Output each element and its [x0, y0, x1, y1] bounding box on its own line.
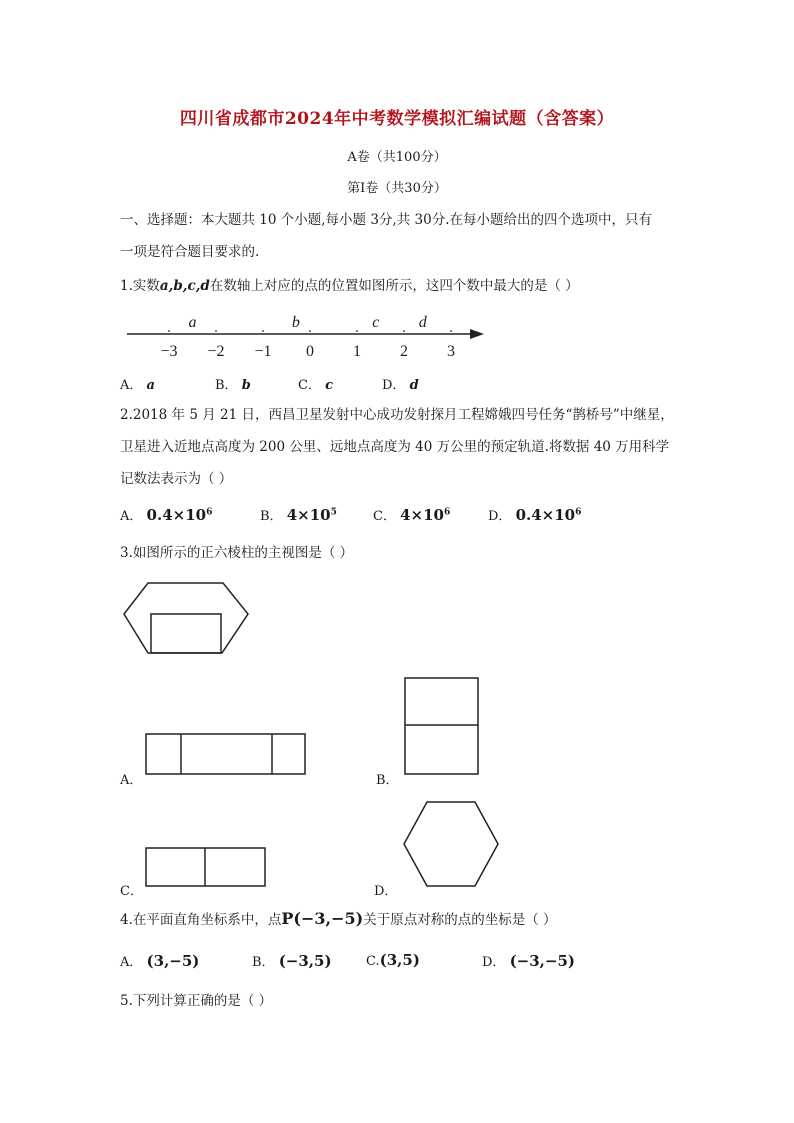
section-instructions-line1: 一、选择题：本大题共 10 个小题,每小题 3分,共 30分.在每小题给出的四个选项中，只有 — [120, 212, 652, 228]
q4-option-b[interactable]: B． (−3,5) — [252, 952, 332, 970]
question-3: 3.如图所示的正六棱柱的主视图是（ ） — [120, 545, 354, 561]
section-instructions-line2: 一项是符合题目要求的. — [120, 244, 260, 260]
part-1-heading: 第Ⅰ卷（共30分） — [347, 181, 447, 196]
q4-prefix: 4.在平面直角坐标系中，点 — [120, 912, 282, 928]
number-line-point-label: a — [188, 314, 197, 331]
number-line-tick-label: 0 — [306, 343, 314, 360]
q3-option-a-label[interactable]: A． — [120, 773, 143, 788]
document-title: 四川省成都市2024年中考数学模拟汇编试题（含答案） — [179, 109, 615, 129]
number-line-point-label: b — [291, 314, 300, 331]
question-2-line1: 2.2018 年 5 月 21 日，西昌卫星发射中心成功发射探月工程嫦娥四号任务“鹊桥号”中继星， — [120, 407, 674, 423]
number-line-tick-label: −2 — [207, 343, 225, 360]
q4-suffix: 关于原点对称的点的坐标是（ ） — [363, 912, 557, 928]
question-2-line3: 记数法表示为（ ） — [120, 471, 233, 487]
number-line-point-label: d — [418, 314, 427, 331]
q3-option-d-label[interactable]: D． — [374, 884, 398, 899]
q2-option-b[interactable]: B． $4\times 10^5$ — [260, 506, 337, 524]
number-line-tick-label: 1 — [353, 343, 361, 360]
q1-option-c[interactable]: C． c — [298, 378, 334, 393]
q4-point: P(−3,−5) — [281, 909, 364, 928]
q4-option-a[interactable]: A． (3,−5) — [120, 952, 200, 970]
q1-vars: a,b,c,d — [159, 278, 210, 294]
q4-option-c[interactable]: C.(3,5) — [366, 951, 420, 969]
q1-option-b[interactable]: B． b — [215, 378, 251, 393]
q4-option-d[interactable]: D． (−3,−5) — [482, 952, 576, 970]
number-line-tick-label: 3 — [447, 343, 455, 360]
question-2-line2: 卫星进入近地点高度为 200 公里、远地点高度为 40 万公里的预定轨道.将数据 40 万用科学 — [120, 439, 670, 455]
q2-option-a[interactable]: A． $0.4\times 10^6$ — [120, 506, 213, 524]
q2-option-c[interactable]: C． $4\times 10^6$ — [373, 506, 451, 524]
q1-option-a[interactable]: A． a — [120, 378, 155, 393]
number-line-tick-label: −3 — [160, 343, 178, 360]
q2-option-d[interactable]: D． $0.4\times 10^6$ — [488, 506, 582, 524]
number-line-tick-label: −1 — [254, 343, 272, 360]
q3-option-b-label[interactable]: B． — [376, 773, 399, 788]
question-5: 5.下列计算正确的是（ ） — [120, 993, 273, 1009]
question-4 — [120, 908, 557, 928]
number-line-tick-label: 2 — [400, 343, 408, 360]
q3-option-c-label[interactable]: C． — [120, 884, 143, 899]
number-line-point-label: c — [372, 314, 380, 331]
q1-suffix: 在数轴上对应的点的位置如图所示，这四个数中最大的是（ ） — [209, 278, 579, 294]
volume-a-heading: A卷（共100分） — [347, 150, 447, 165]
q1-prefix: 1.实数 — [120, 278, 160, 294]
q1-option-d[interactable]: D． d — [382, 378, 419, 393]
